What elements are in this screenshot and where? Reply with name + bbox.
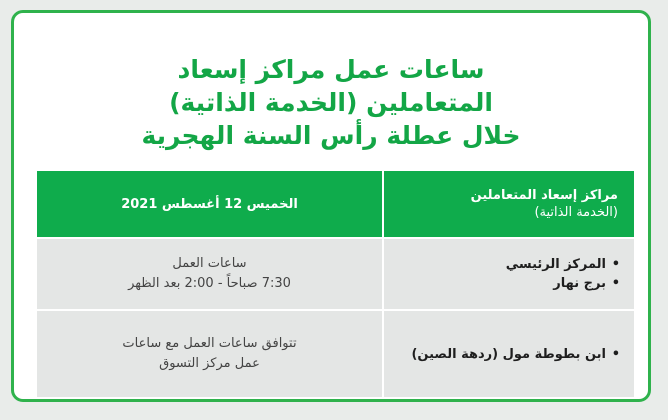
centers-column-header (383, 170, 634, 238)
centers-cell (383, 238, 634, 310)
hours-line-1: تتوافق ساعات العمل مع ساعات (122, 336, 297, 351)
hours-table (35, 169, 634, 397)
centers-header-line-2: (الخدمة الذاتية) (534, 205, 618, 220)
hours-line-1: ساعات العمل (172, 256, 247, 271)
announcement-card (11, 10, 651, 402)
table-header-row (36, 170, 634, 238)
page-title (14, 53, 648, 152)
centers-header-line-1: مراكز إسعاد المتعاملين (470, 188, 618, 203)
centers-list (400, 345, 618, 364)
hours-line-2: 7:30 صباحاً - 2:00 بعد الظهر (128, 276, 291, 291)
hours-line-2: عمل مركز التسوق (159, 356, 260, 371)
list-item: • المركز الرئيسي (400, 255, 606, 274)
list-item: • برج نهار (400, 274, 606, 293)
list-item: • ابن بطوطة مول (ردهة الصين) (400, 345, 606, 364)
date-column-header: الخميس 12 أغسطس 2021 (36, 170, 383, 238)
table-row (36, 310, 634, 397)
centers-list (400, 255, 618, 293)
title-line-3: خلال عطلة رأس السنة الهجرية (141, 121, 521, 150)
hours-cell (36, 238, 383, 310)
hours-cell (36, 310, 383, 397)
table-row (36, 238, 634, 310)
title-line-1: ساعات عمل مراكز إسعاد (177, 55, 485, 84)
centers-cell (383, 310, 634, 397)
title-line-2: المتعاملين (الخدمة الذاتية) (169, 88, 493, 117)
